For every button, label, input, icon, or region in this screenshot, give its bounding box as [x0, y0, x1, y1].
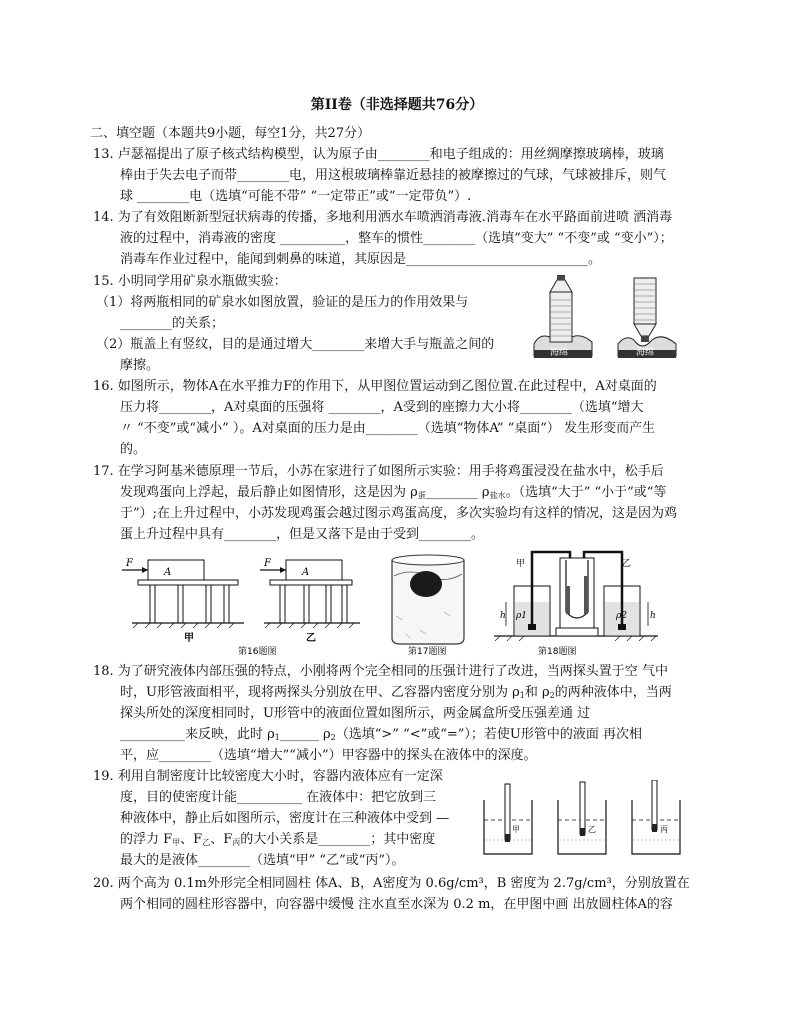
q19-line-1: 19. 利用自制密度计比较密度大小时，容器内液体应有一定深 — [93, 769, 443, 784]
q16-force-label-jia: F — [126, 558, 133, 569]
q13-line-2: 棒由于失去电子而带________电，用这根玻璃棒靠近悬挂的被摩擦过的气球，气球被排斥，则气 — [120, 168, 667, 183]
q16-block-label-jia: A — [164, 567, 172, 578]
q15-line-3: ________的关系； — [120, 316, 225, 331]
q18-rho1-label: ρ1 — [516, 611, 528, 621]
q19-line-3: 种液体中，静止后如图所示，密度计在三种液体中受到 — — [120, 811, 450, 826]
f-bing-subscript: 丙 — [232, 838, 241, 847]
q17-line-3: 于”）;在上升过程中，小苏发现鸡蛋会越过图示鸡蛋高度，多次实验均有这样的情况，这是因为鸡 — [120, 506, 678, 521]
rho1-subscript-2: 1 — [274, 733, 280, 742]
q18-line-5: 平，应________（选填“增大”“减小”）甲容器中的探头在液体中的深度。 — [120, 748, 537, 763]
q18-line-3: 探头所处的深度相同时，U形管中的液面位置如图所示，两金属盒所受压强差通 过 — [120, 706, 591, 721]
q19-line-4-text-b: 、F — [180, 832, 203, 847]
q16-table-jia — [122, 558, 244, 644]
q17-line-2-text-c: 。（选填“大于” “小于”或“等 — [505, 485, 667, 500]
q19-hydrometer-figure — [480, 780, 690, 862]
q16-yi-label: 乙 — [306, 633, 316, 644]
q19-beaker-yi-label: 乙 — [588, 825, 596, 834]
rho1-subscript: 1 — [519, 691, 525, 700]
q19-line-4-text-c: 、F — [210, 832, 233, 847]
q17-line-2-text-a: 发现鸡蛋向上浮起，最后静止如图情形，这是因为 ρ — [120, 485, 418, 500]
q18-line-4 — [120, 725, 642, 748]
q19-line-4 — [120, 830, 435, 853]
q18-h-label-left: h — [500, 611, 506, 621]
q16-block-label-yi: A — [302, 567, 310, 578]
q18-rho2-label: ρ2 — [616, 611, 628, 621]
q17-line-4: 蛋上升过程中具有________，但是又落下是由于受到________。 — [120, 527, 485, 542]
q17-caption: 第17题图 — [408, 647, 447, 657]
q18-line-2 — [120, 683, 672, 706]
q19-line-2: 度，目的使密度计能__________ 在液体中：把它放到三 — [120, 790, 437, 805]
q18-line-2-text-a: 时，U形管液面相平，现将两探头分别放在甲、乙容器内密度分别为 ρ — [120, 685, 520, 700]
q18-jia-label: 甲 — [516, 559, 526, 569]
q17-line-2 — [120, 483, 666, 506]
q18-line-1: 18. 为了研究液体内部压强的特点，小刚将两个完全相同的压强计进行了改进，当两探头置于空 气中 — [93, 664, 668, 679]
rho-egg-subscript: 蛋 — [417, 491, 426, 500]
q18-pressure-gauge-figure — [494, 552, 658, 657]
q18-line-2-text-b: 和 ρ — [524, 685, 550, 700]
q14-line-3: 消毒车作业过程中，能闻到刺鼻的味道，其原因是____________________________。 — [120, 252, 602, 267]
q15-line-5: 摩擦。 — [120, 358, 160, 373]
rho2-subscript: 2 — [549, 691, 555, 700]
q16-caption: 第16题图 — [238, 647, 277, 657]
q16-force-label-yi: F — [264, 558, 271, 569]
q15-line-4: （2）瓶盖上有竖纹，目的是通过增大________来增大手与瓶盖之间的 — [96, 337, 495, 352]
q20-line-1: 20. 两个高为 0.1m外形完全相同圆柱 体A、B，A密度为 0.6g/cm³，B 密度为 2.7g/cm³，分别放置在 — [93, 876, 690, 891]
q16-jia-label: 甲 — [184, 633, 194, 644]
q17-jar-figure — [392, 555, 464, 657]
q18-line-4-text-b: ______ ρ — [279, 727, 331, 742]
q15-right-sponge-label: 海绵 — [636, 348, 655, 358]
q18-yi-label: 乙 — [622, 559, 632, 569]
figures-row — [120, 546, 660, 658]
q14-line-2: 液的过程中，消毒液的密度 __________，整车的惯性________（选填“变大” “不变”或 “变小”）； — [120, 231, 673, 246]
q13-line-3: 球 ________电（选填“可能不带” “一定带正”或“一定带负”）. — [120, 189, 472, 204]
q18-line-4-text-a: __________来反映，此时 ρ — [120, 727, 275, 742]
q15-line-1: 15. 小明同学用矿泉水瓶做实验： — [93, 274, 287, 289]
q18-h-label-right: h — [650, 611, 656, 621]
q16-line-2: 压力将________，A对桌面的压强将 ________，A受到的座擦力大小将________（选填“增大 — [120, 400, 644, 415]
section-title: 第II卷（非选择题共76分） — [310, 97, 484, 113]
q16-table-yi — [260, 558, 360, 644]
q17-line-2-text-b: ________ ρ — [425, 485, 490, 500]
q13-line-1: 13. 卢瑟福提出了原子核式结构模型，认为原子由________和电子组成的：用丝绸摩擦玻璃棒，玻璃 — [93, 147, 664, 162]
q18-line-4-text-c: （选填“>” “<”或“=”）；若使U形管中的液面 再次相 — [335, 727, 643, 742]
q19-beaker-bing-label: 丙 — [660, 825, 668, 834]
f-jia-subscript: 甲 — [172, 838, 181, 847]
rho-saltwater-subscript: 盐水 — [489, 491, 506, 500]
q19-beaker-jia-label: 甲 — [512, 825, 520, 834]
q17-line-1: 17. 在学习阿基米德原理一节后，小苏在家进行了如图所示实验：用手将鸡蛋浸没在盐水中，松手后 — [93, 464, 664, 479]
q15-bottles-figure — [530, 272, 690, 362]
q19-line-5: 最大的是液体________（选填“甲” “乙”或“丙”）。 — [120, 853, 405, 868]
q14-line-1: 14. 为了有效阻断新型冠状病毒的传播，多地利用洒水车喷洒消毒液.消毒车在水平路面前进喷 洒消毒 — [93, 210, 673, 225]
q18-line-2-text-c: 的两种液体中，当两 — [554, 685, 672, 700]
q16-line-3: 〃 “不变”或“减小” ）。A对桌面的压力是由________（选填“物体A” “桌面”） 发生形变而产生 — [120, 421, 656, 436]
f-yi-subscript: 乙 — [202, 838, 211, 847]
q20-line-2: 两个相同的圆柱形容器中，向容器中缓慢 注水直至水深为 0.2 m，在甲图中画 出放圆柱体A的容 — [120, 897, 673, 912]
q19-line-4-text-a: 的浮力 F — [120, 832, 173, 847]
q15-left-sponge-label: 海绵 — [550, 348, 569, 358]
q15-line-2: （1）将两瓶相同的矿泉水如图放置，验证的是压力的作用效果与 — [96, 295, 469, 310]
q18-caption: 第18题图 — [538, 647, 577, 657]
q16-line-4: 的。 — [120, 442, 147, 457]
rho2-subscript-2: 2 — [330, 733, 336, 742]
q16-line-1: 16. 如图所示，物体A在水平推力F的作用下，从甲图位置运动到乙图位置.在此过程中，A对桌面的 — [93, 379, 657, 394]
fill-blank-header: 二、填空题（本题共9小题，每空1分，共27分） — [90, 126, 371, 141]
q19-line-4-text-d: 的大小关系是________；其中密度 — [240, 832, 436, 847]
